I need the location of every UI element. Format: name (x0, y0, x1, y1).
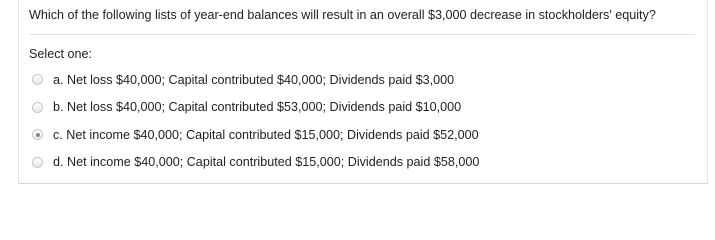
question-card (18, 0, 708, 184)
option-d[interactable] (32, 149, 479, 177)
select-one-prompt: Select one: (29, 47, 93, 61)
option-c-label: c. Net income $40,000; Capital contributed $15,000; Dividends paid $52,000 (53, 127, 479, 142)
option-a-label: a. Net loss $40,000; Capital contributed $40,000; Dividends paid $3,000 (53, 72, 455, 87)
radio-option-a[interactable] (32, 74, 43, 85)
radio-option-b[interactable] (32, 102, 43, 113)
option-b-label: b. Net loss $40,000; Capital contributed $53,000; Dividends paid $10,000 (53, 100, 462, 115)
radio-option-c[interactable] (32, 129, 43, 140)
option-b[interactable] (32, 94, 479, 122)
question-text: Which of the following lists of year-end balances will result in an overall $3,000 decrease in stockholders' equity? (29, 8, 656, 22)
divider (29, 34, 695, 35)
option-c[interactable] (32, 121, 479, 149)
option-a[interactable] (32, 66, 479, 94)
option-d-label: d. Net income $40,000; Capital contributed $15,000; Dividends paid $58,000 (53, 155, 480, 170)
answer-options (32, 66, 479, 176)
radio-option-d[interactable] (32, 157, 43, 168)
